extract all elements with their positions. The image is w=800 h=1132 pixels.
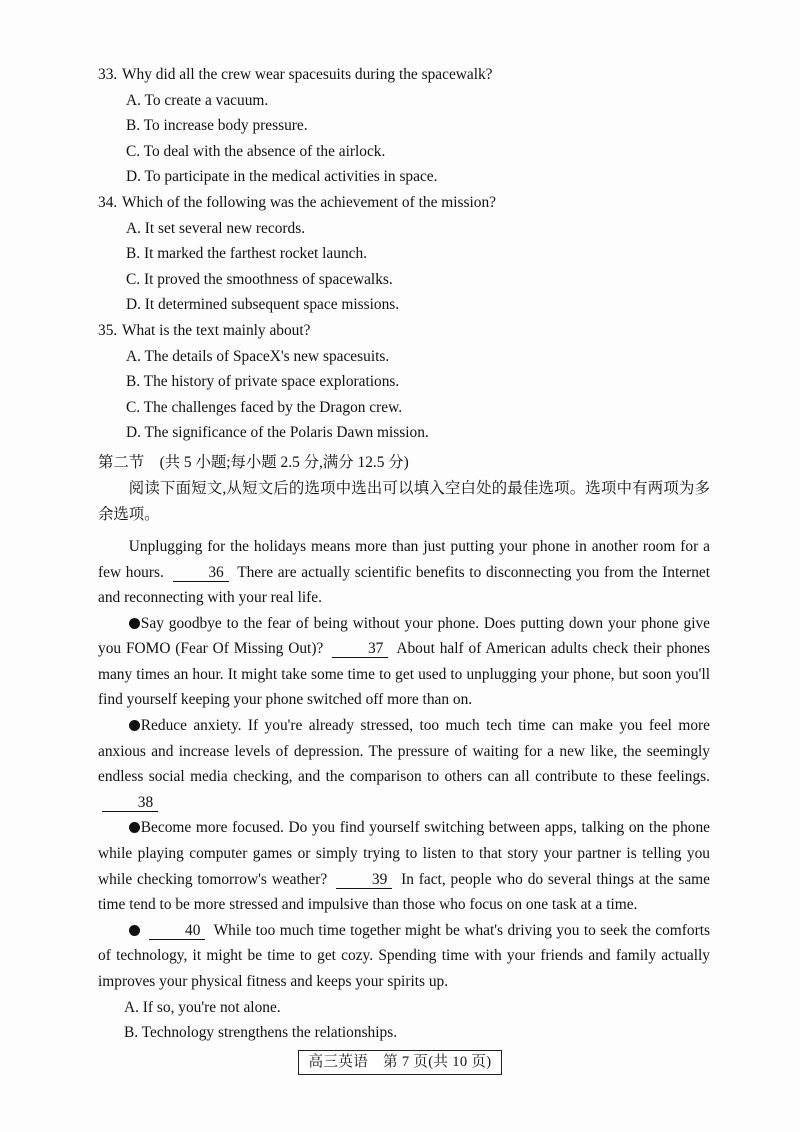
bullet-icon [129,822,140,833]
blank-40: 40 [149,922,205,940]
option-d: D. The significance of the Polaris Dawn mission. [126,424,429,442]
question-number: 35. [98,321,118,339]
passage-text: About half of American adults check their phones many times an hour. It might take some time to get used to unplugging your phone, but soon you'll find yourself keeping your phone switched off more than on. [98,640,710,709]
passage-paragraph-5 [98,918,710,995]
blank-37: 37 [332,640,388,658]
passage-paragraph-2 [98,611,710,713]
option-a: A. It set several new records. [126,219,306,237]
option-c: C. The challenges faced by the Dragon crew. [126,398,403,416]
passage-paragraph-3 [98,713,710,815]
option-b: B. To increase body pressure. [126,117,308,135]
blank-36: 36 [173,564,229,582]
option-d: D. It determined subsequent space missions. [126,296,400,314]
blank-39: 39 [336,871,392,889]
option-d: D. To participate in the medical activities in space. [126,168,438,186]
bullet-icon [129,720,140,731]
option-a: A. The details of SpaceX's new spacesuits. [126,347,390,365]
passage-text: Reduce anxiety. If you're already stressed, too much tech time can make you feel more anxious and increase levels of depression. The pressure of waiting for a new like, the seemingly endless social media checking, and the comparison to others can all contribute to these feelings. [98,717,710,786]
option-c: C. It proved the smoothness of spacewalks. [126,270,393,288]
answer-option-b: B. Technology strengthens the relationships. [124,1024,398,1042]
bullet-icon [129,618,140,629]
section-title: 第二节 (共 5 小题;每小题 2.5 分,满分 12.5 分) [98,453,409,471]
question-stem: 33. [98,66,118,83]
option-b: B. It marked the farthest rocket launch. [126,245,368,263]
page-footer [0,1050,800,1075]
question-stem-text: Which of the following was the achievement of the mission? [122,193,496,211]
passage-paragraph-4 [98,815,710,917]
option-c: C. To deal with the absence of the airlock. [126,142,386,160]
passage-text: Say goodbye to the fear of being without your phone. Does putting down your phone give you FOMO (Fear Of Missing Out)? [98,614,710,658]
passage-text: While too much time together might be what's driving you to seek the comforts of technology, it might be time to get cozy. Spending time with your friends and family actually improves your physical fitness and keeps your spirits up. [98,921,710,990]
question-stem-text: What is the text mainly about? [122,321,311,339]
section-instruction: 阅读下面短文,从短文后的选项中选出可以填入空白处的最佳选项。选项中有两项为多余选项。 [98,479,710,523]
option-b: B. The history of private space explorations. [126,373,400,391]
page-content [98,62,710,1046]
answer-option-a: A. If so, you're not alone. [124,998,281,1016]
option-a: A. To create a vacuum. [126,91,269,109]
passage-text: Unplugging for the holidays means more than just putting your phone in another room for a few hours. [98,537,710,581]
bullet-icon [129,925,140,936]
passage-text: In fact, people who do several things at the same time tend to be more stressed and impulsive than those who focus on one task at a time. [98,870,710,914]
passage-paragraph-1 [98,534,710,611]
blank-38: 38 [102,794,158,812]
passage-text: There are actually scientific benefits to disconnecting you from the Internet and reconnecting with your real life. [98,563,710,607]
question-number: 34. [98,193,118,211]
question-stem-text: Why did all the crew wear spacesuits during the spacewalk? [122,66,493,83]
footer-label: 高三英语 第 7 页(共 10 页) [298,1050,503,1075]
passage-text: Become more focused. Do you find yourself switching between apps, talking on the phone while playing computer games or simply trying to listen to that story your partner is telling you while checking tomorrow's weather? [98,819,710,888]
